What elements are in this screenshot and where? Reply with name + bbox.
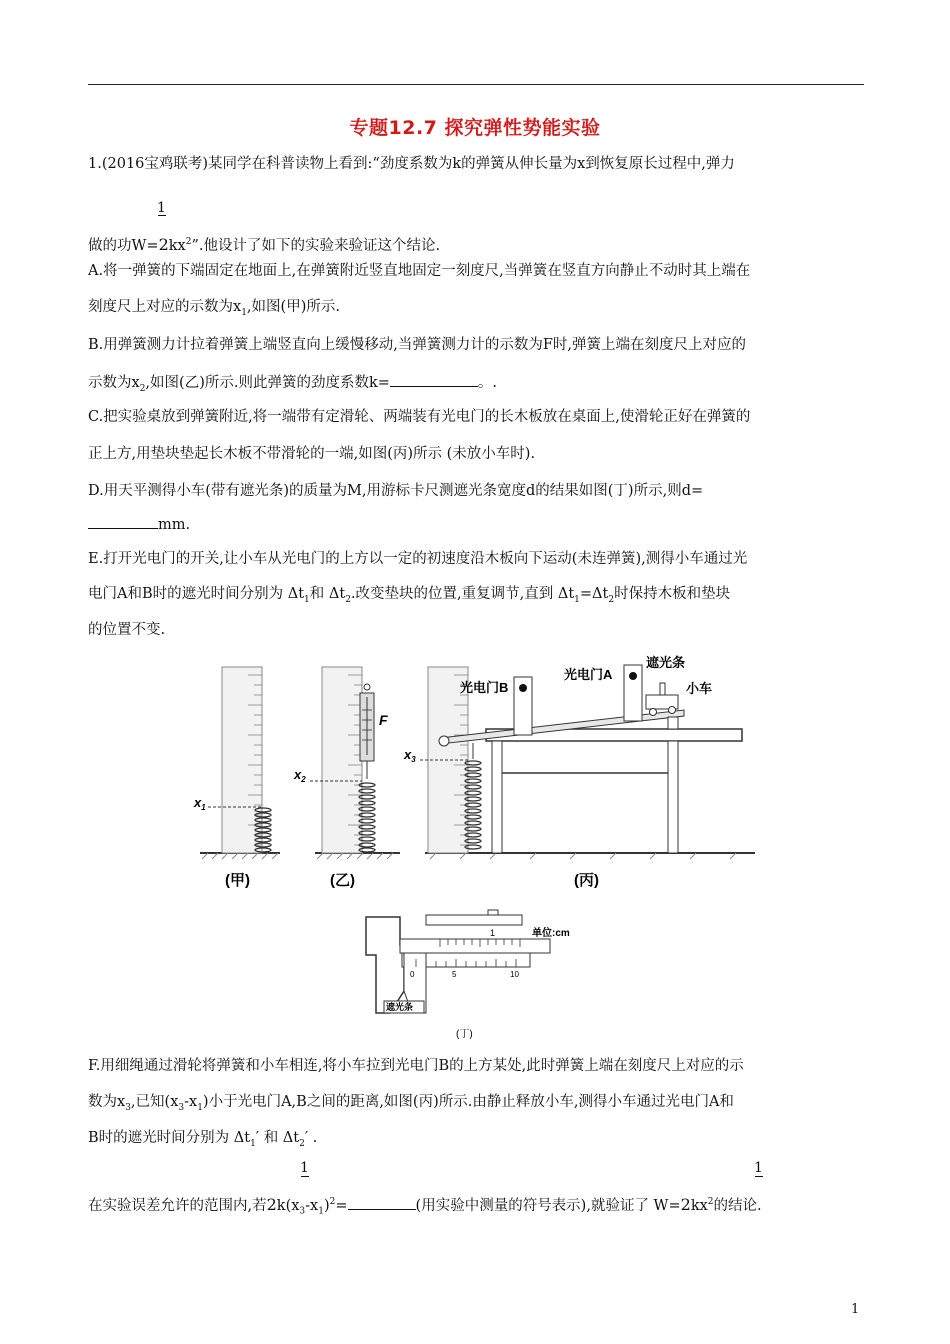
fraction-numerator: 1 [754,1160,763,1176]
fraction-denominator: 2 [158,234,169,254]
page-title: 专题12.7 探究弹性势能实验 [349,117,601,139]
step-b-line-1: B.用弹簧测力计拉着弹簧上端竖直向上缓慢移动,当弹簧测力计的示数为F时,弹簧上端在刻度尺上对应的 [88,337,747,353]
fraction-bar [301,1176,309,1177]
conclusion-line: 在实验误差允许的范围内,若$2k(x_3-x_1)^2=$ (用实验中测量的符号表示),就验证了 $W=2kx^2$的结论. [88,1194,762,1217]
answer-blank-energy[interactable] [348,1195,416,1210]
experiment-figure [190,655,780,1045]
fraction-numerator: 1 [300,1160,309,1176]
cart-wheel-1 [650,709,657,716]
light-strip [660,683,665,695]
pulley [439,736,449,746]
step-e-line-1: E.打开光电门的开关,让小车从光电门的上方以一定的初速度沿木板向下运动(未连弹簧),测得小车通过光 [88,551,748,567]
page-number: 1 [851,1302,860,1317]
step-f-line-1: F.用细绳通过滑轮将弹簧和小车相连,将小车拉到光电门B的上方某处,此时弹簧上端在刻度尺上对应的示 [88,1058,744,1074]
label-gate-a: 光电门A [564,667,613,682]
label-x2: $x_2$ [294,767,306,784]
step-d-line-2: mm. [88,514,190,535]
gate-a-dot [629,672,637,680]
fraction-denominator: 2 [680,1194,691,1214]
step-c-line-1: C.把实验桌放到弹簧附近,将一端带有定滑轮、两端装有光电门的长木板放在桌面上,使滑轮正好在弹簧的 [88,409,751,425]
step-a-line-1: A.将一弹簧的下端固定在地面上,在弹簧附近竖直地固定一刻度尺,当弹簧在竖直方向静止不动时其上端在 [88,263,751,279]
fraction-denominator: 2 [266,1194,277,1214]
step-f-line-3: B时的遮光时间分别为 $\Delta t_1'$ 和 $\Delta t_2'$ . [88,1130,318,1149]
caption-d: (丁) [456,1029,473,1040]
caliper-vernier-10: 10 [510,970,519,979]
vernier-caliper [366,910,550,1013]
step-b-line-2: 示数为$x_2$,如图(乙)所示.则此弹簧的劲度系数k= 。. [88,372,497,399]
caption-c: (丙) [574,872,599,889]
table-leg-left [492,741,502,853]
label-strip: 遮光条 [646,655,686,670]
caliper-main-label: 1 [490,928,496,938]
problem-intro-line: 1.(2016宝鸡联考)某同学在科普读物上看到:“劲度系数为k的弹簧从伸长量为x到恢复原长过程中,弹力 [88,156,735,172]
problem-work-formula-line: 做的功$W=2kx^2$”.他设计了如下的实验来验证这个结论. [88,234,441,254]
step-a-line-2: 刻度尺上对应的示数为$x_1$,如图(甲)所示. [88,299,340,318]
caliper-vernier-5: 5 [452,970,457,979]
step-e-line-3: 的位置不变. [88,622,166,638]
label-gate-b: 光电门B [460,680,509,695]
caliper-strip-label: 遮光条 [386,1002,414,1012]
label-F: F [379,712,388,728]
label-x3: $x_3$ [404,747,416,764]
step-e-line-2: 电门A和B时的遮光时间分别为 $\Delta t_1$和 $\Delta t_2$.改变垫块的位置,重复调节,直到 $\Delta t_1=\Delta t_2$时保持木板和垫块 [88,586,731,605]
fraction-numerator: 1 [157,200,166,216]
block [668,717,678,729]
caption-b: (乙) [330,872,355,889]
caption-a: (甲) [225,872,250,889]
caliper-unit: 单位:cm [532,928,570,939]
step-d-line-1: D.用天平测得小车(带有遮光条)的质量为M,用游标卡尺测遮光条宽度d的结果如图(丁)所示,则d= [88,483,704,499]
fraction-bar [755,1176,763,1177]
label-x1: $x_1$ [194,795,206,812]
header-rule [88,84,864,85]
cart-wheel-2 [669,707,676,714]
gate-b-dot [519,684,527,692]
table-leg-right [668,741,678,853]
caliper-vernier-0: 0 [410,970,415,979]
step-c-line-2: 正上方,用垫块垫起长木板不带滑轮的一端,如图(丙)所示 (未放小车时). [88,446,536,462]
label-car: 小车 [686,681,713,696]
fraction-bar [158,215,166,216]
step-f-line-2: 数为$x_3$,已知$(x_3-x_1)$小于光电门A,B之间的距离,如图(丙)所示.由静止释放小车,测得小车通过光电门A和 [88,1094,734,1113]
answer-blank-d[interactable] [88,514,158,529]
answer-blank-k[interactable] [390,372,478,387]
